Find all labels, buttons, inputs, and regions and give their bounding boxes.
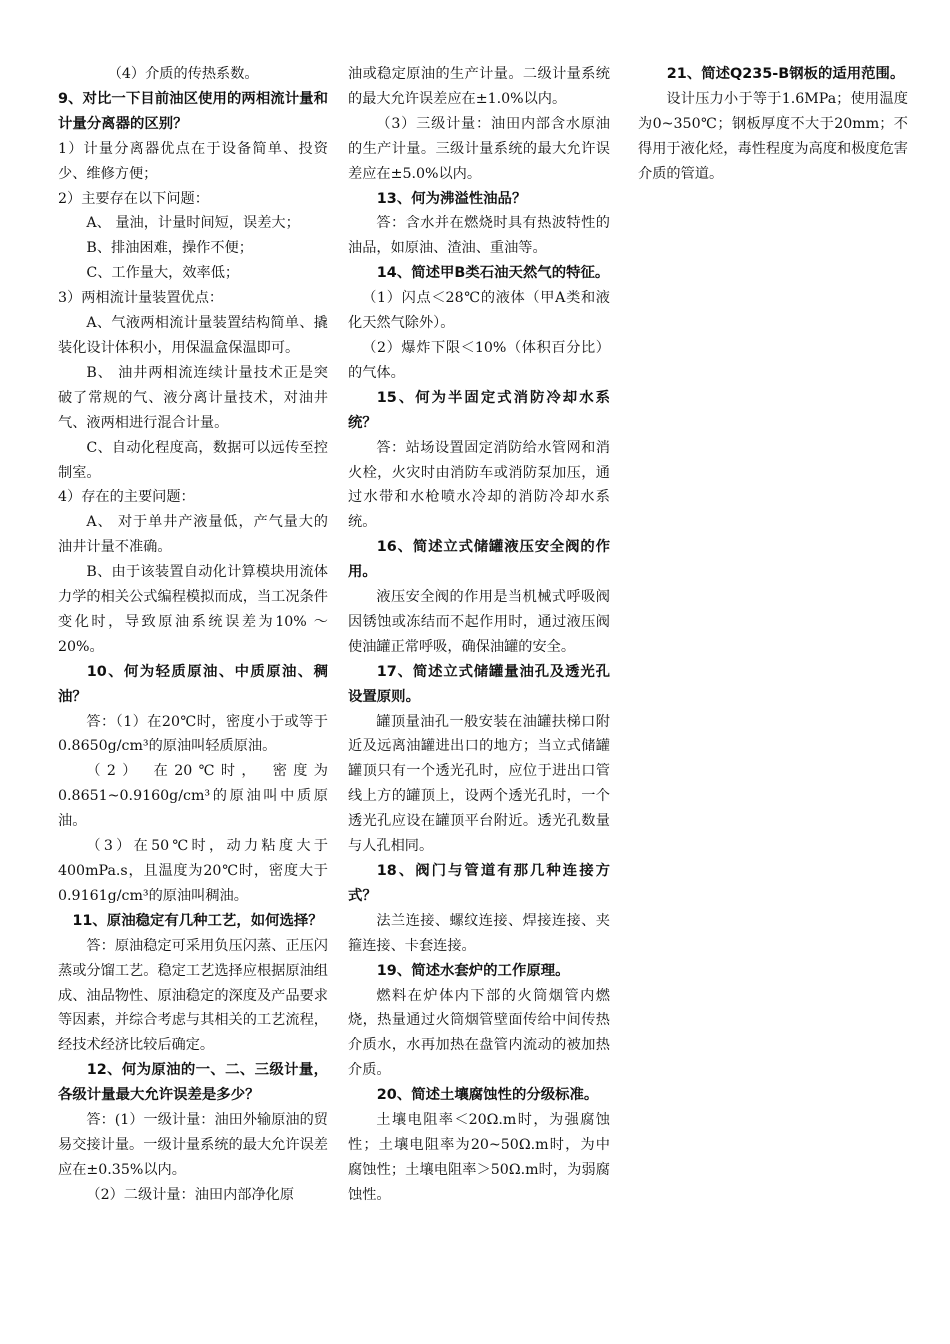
text-column-left [58,62,328,1208]
paragraph: 3）两相流计量装置优点： [58,290,224,307]
question-heading: 15、何为半固定式消防冷却水系统？ [348,389,610,431]
question-heading: 9、对比一下目前油区使用的两相流计量和计量分离器的区别？ [58,90,328,132]
question-heading: 11、原油稳定有几种工艺，如何选择？ [72,912,323,929]
question-heading: 10、何为轻质原油、中质原油、稠油？ [58,663,328,705]
question-heading: 19、简述水套炉的工作原理。 [376,962,570,979]
paragraph: 4）存在的主要问题： [58,489,195,506]
question-heading: 21、简述Q235-B钢板的适用范围。 [666,66,905,82]
paragraph: 答：（1）在20℃时，密度小于或等于0.8650g/cm³的原油叫轻质原油。 [58,713,328,755]
paragraph: B、 油井两相流连续计量技术正是突破了常规的气、液分离计量技术，对油井气、液两相进行混合计量。 [58,364,328,431]
question-heading: 20、简述土壤腐蚀性的分级标准。 [376,1087,599,1104]
paragraph: 燃料在炉体内下部的火筒烟管内燃烧，热量通过火筒烟管壁面传给中间传热介质水，水再加热在盘管内流动的被加热介质。 [348,987,610,1079]
question-heading: 16、简述立式储罐液压安全阀的作用。 [348,539,610,581]
question-heading: 17、简述立式储罐量油孔及透光孔设置原则。 [348,663,610,705]
paragraph: 答：站场设置固定消防给水管网和消火栓，火灾时由消防车或消防泵加压，通过水带和水枪喷水冷却的消防冷却水系统。 [348,439,610,531]
text-column-middle [348,62,610,1208]
paragraph: B、由于该装置自动化计算模块用流体力学的相关公式编程模拟而成，当工况条件变化时，导致原油系统误差为10% ～20%。 [58,564,328,655]
question-heading: 14、简述甲B类石油天然气的特征。 [376,265,610,282]
paragraph: 1）计量分离器优点在于设备简单、投资少、维修方便； [58,140,328,182]
paragraph: C、工作量大，效率低； [86,265,240,282]
paragraph: 法兰连接、螺纹连接、焊接连接、夹箍连接、卡套连接。 [348,912,610,954]
paragraph: C、自动化程度高，数据可以远传至控制室。 [58,439,328,481]
question-heading: 12、何为原油的一、二、三级计量，各级计量最大允许误差是多少？ [58,1062,328,1104]
paragraph: （2）二级计量：油田内部净化原 [86,1186,295,1203]
paragraph: A、 对于单井产液量低，产气量大的油井计量不准确。 [58,514,328,556]
paragraph: 液压安全阀的作用是当机械式呼吸阀因锈蚀或冻结而不起作用时，通过液压阀使油罐正常呼吸，确保油罐的安全。 [348,589,610,655]
paragraph: 土壤电阻率＜20Ω.m时，为强腐蚀性；土壤电阻率为20~50Ω.m时，为中腐蚀性；土壤电阻率＞50Ω.m时，为弱腐蚀性。 [348,1112,610,1203]
paragraph: A、气液两相流计量装置结构简单、撬装化设计体积小，用保温盒保温即可。 [58,315,328,356]
paragraph: （3）在50℃时，动力粘度大于400mPa.s，且温度为20℃时，密度大于0.9161g/cm³的原油叫稠油。 [58,838,328,904]
paragraph: （4）介质的传热系数。 [107,66,259,82]
paragraph: 2）主要存在以下问题： [58,190,209,207]
paragraph: 罐顶量油孔一般安装在油罐扶梯口附近及远离油罐进出口的地方；当立式储罐罐顶只有一个透光孔时，应位于进出口管线上方的罐顶上，设两个透光孔时，一个透光孔应设在罐顶平台附近。透光孔数量与人孔相同。 [348,713,610,855]
text-column-right [638,62,908,187]
paragraph: 答：含水并在燃烧时具有热波特性的油品，如原油、渣油、重油等。 [348,215,610,257]
paragraph: （2） 在20℃时， 密度为0.8651~0.9160g/cm³的原油叫中质原油。 [58,763,328,830]
question-heading: 13、何为沸溢性油品？ [376,190,527,207]
question-heading: 18、阀门与管道有那几种连接方式？ [348,863,610,904]
paragraph: 答：原油稳定可采用负压闪蒸、正压闪蒸或分馏工艺。稳定工艺选择应根据原油组成、油品物性、原油稳定的深度及产品要求等因素，并综合考虑与其相关的工艺流程，经技术经济比较后确定。 [58,937,328,1054]
paragraph: （1）闪点＜28℃的液体（甲A类和液化天然气除外）。 [348,290,610,332]
paragraph: （2）爆炸下限＜10%（体积百分比）的气体。 [348,339,610,381]
paragraph: A、 量油，计量时间短，误差大； [86,215,300,232]
paragraph: （3）三级计量：油田内部含水原油的生产计量。三级计量系统的最大允许误差应在±5.0%以内。 [348,115,610,182]
paragraph: 答：(1）一级计量：油田外输原油的贸易交接计量。一级计量系统的最大允许误差应在±0.35%以内。 [58,1112,328,1178]
paragraph: B、排油困难，操作不便； [86,240,253,257]
paragraph: 设计压力小于等于1.6MPa；使用温度为0~350℃；钢板厚度不大于20mm；不得用于液化烃，毒性程度为高度和极度危害介质的管道。 [638,90,908,182]
paragraph: 油或稳定原油的生产计量。二级计量系统的最大允许误差应在±1.0%以内。 [348,66,610,107]
